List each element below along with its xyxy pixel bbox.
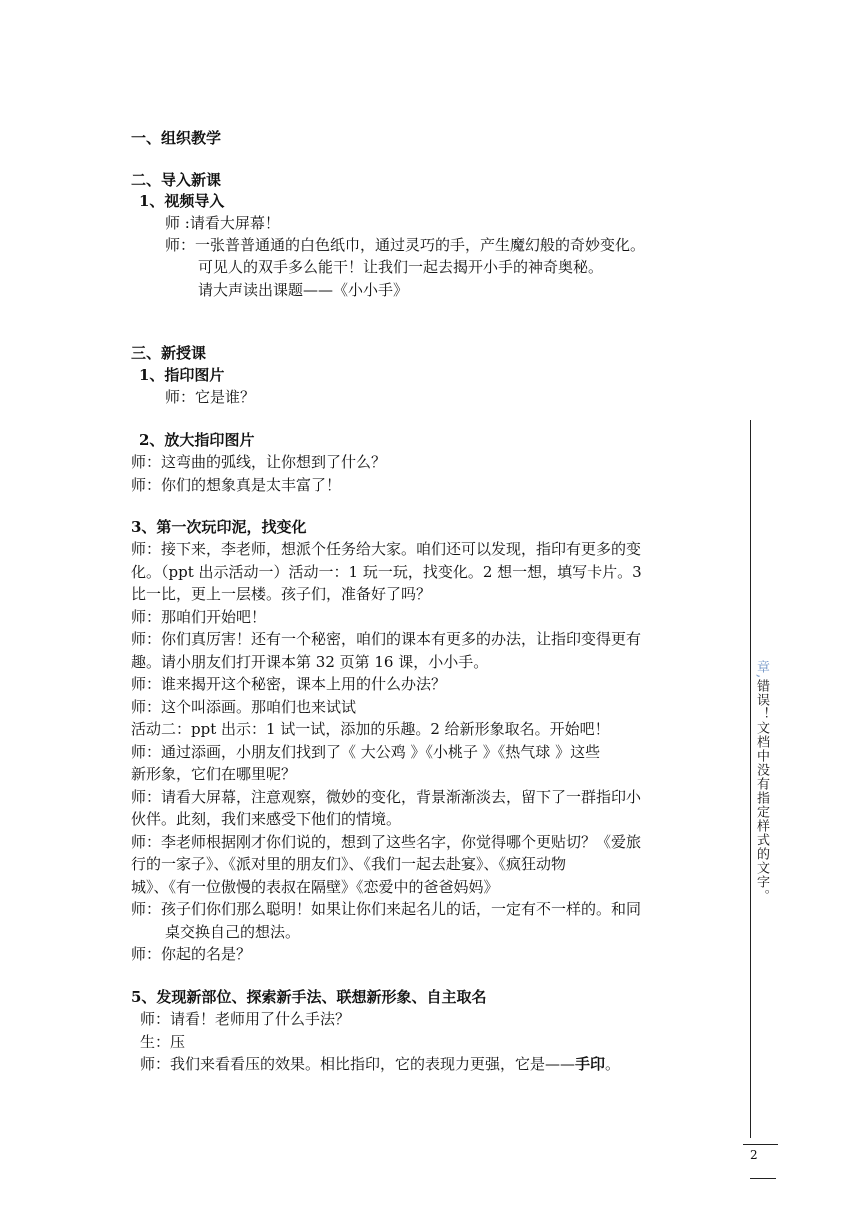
text-line: 师：谁来揭开这个秘密，课本上用的什么办法？ <box>131 675 447 693</box>
subheading-video: 1、视频导入 <box>139 192 225 210</box>
subheading-ink-play: 3、第一次玩印泥，找变化 <box>131 518 307 536</box>
heading-new-lesson: 三、新授课 <box>131 344 207 362</box>
margin-rule <box>750 420 751 1138</box>
footer-rule <box>743 1144 778 1145</box>
text-line: 师：接下来，李老师，想派个任务给大家。咱们还可以发现，指印有更多的变 <box>131 540 642 558</box>
text-line: 师：请看大屏幕，注意观察，微妙的变化，背景渐渐淡去，留下了一群指印小 <box>131 788 642 806</box>
margin-note-highlight: 章, <box>754 660 769 680</box>
text-line: 师：通过添画，小朋友们找到了《 大公鸡 》《小桃子 》《热气球 》这些 <box>131 743 601 761</box>
text-line: 师：这弯曲的弧线，让你想到了什么？ <box>131 453 387 471</box>
text-line: 师：你们的想象真是太丰富了！ <box>131 476 342 494</box>
text-line: 城》、《有一位傲慢的表叔在隔壁》《恋爱中的爸爸妈妈》 <box>131 878 499 896</box>
margin-note <box>752 660 770 903</box>
text-line: 师：你起的名是？ <box>131 945 252 963</box>
text-line: 师：李老师根据刚才你们说的，想到了这些名字，你觉得哪个更贴切？《爱旅 <box>131 833 642 851</box>
text-line: 生：压 <box>140 1033 186 1051</box>
text-run: 师：我们来看看压的效果。相比指印，它的表现力更强，它是—— <box>140 1055 576 1073</box>
margin-note-text: 错误！文档中没有指定样式的文字。 <box>754 679 769 904</box>
emphasis-handprint: 手印 <box>575 1055 606 1073</box>
text-line: 师：那咱们开始吧！ <box>131 608 267 626</box>
text-line: 师：它是谁？ <box>165 388 256 406</box>
text-line: 伙伴。此刻，我们来感受下他们的情境。 <box>131 810 402 828</box>
text-line: 比一比，更上一层楼。孩子们，准备好了吗？ <box>131 585 432 603</box>
heading-intro: 二、导入新课 <box>131 171 222 189</box>
footer-rule <box>750 1178 776 1179</box>
text-line: 趣。请小朋友们打开课本第 32 页第 16 课，小小手。 <box>131 653 489 671</box>
subheading-new-parts: 5、发现新部位、探索新手法、联想新形象、自主取名 <box>131 988 487 1006</box>
text-line: 师：孩子们你们那么聪明！如果让你们来起名儿的话，一定有不一样的。和同 <box>131 900 642 918</box>
text-line: 可见人的双手多么能干！让我们一起去揭开小手的神奇奥秘。 <box>198 258 604 276</box>
text-line: 师：一张普普通通的白色纸巾，通过灵巧的手，产生魔幻般的奇妙变化。 <box>165 236 646 254</box>
text-line: 师：这个叫添画。那咱们也来试试 <box>131 698 357 716</box>
text-line: 桌交换自己的想法。 <box>165 923 301 941</box>
text-line: 化。（ppt 出示活动一）活动一：1 玩一玩，找变化。2 想一想，填写卡片。3 <box>131 563 642 581</box>
page-number: 2 <box>750 1148 758 1162</box>
text-line: 师 :请看大屏幕！ <box>165 214 280 232</box>
heading-organize: 一、组织教学 <box>131 129 222 147</box>
text-run: 。 <box>605 1055 621 1073</box>
text-line: 新形象，它们在哪里呢？ <box>131 765 297 783</box>
text-line: 师：你们真厉害！还有一个秘密，咱们的课本有更多的办法，让指印变得更有 <box>131 630 642 648</box>
text-line: 活动二：ppt 出示：1 试一试，添加的乐趣。2 给新形象取名。开始吧！ <box>131 720 610 738</box>
subheading-enlarge: 2、放大指印图片 <box>139 431 255 449</box>
text-line <box>140 1053 620 1075</box>
text-line: 行的一家子》、《派对里的朋友们》、《我们一起去赴宴》、《疯狂动物 <box>131 855 567 873</box>
text-line: 请大声读出课题——《小小手》 <box>198 281 409 299</box>
subheading-fingerprint: 1、指印图片 <box>139 366 225 384</box>
text-line: 师：请看！老师用了什么手法？ <box>140 1010 351 1028</box>
